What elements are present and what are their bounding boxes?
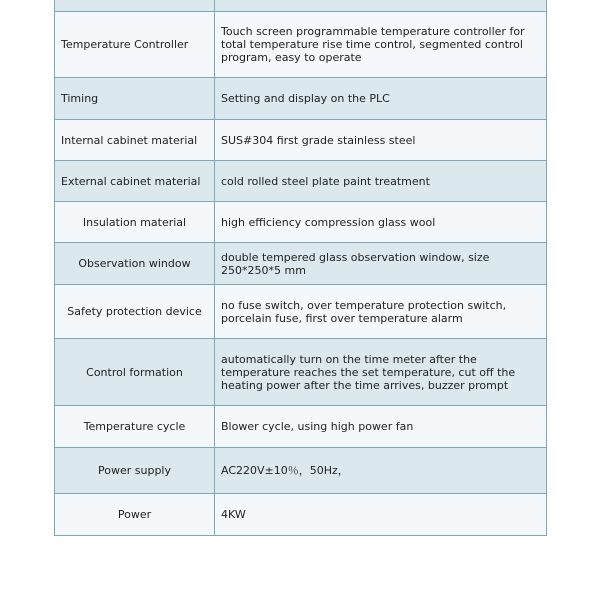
table-row-control-formation <box>55 339 547 406</box>
value-cell: high efficiency compression glass wool <box>215 202 547 243</box>
property-cell: Power supply <box>55 448 215 494</box>
specification-table <box>54 0 547 536</box>
property-cell: Safety protection device <box>55 285 215 339</box>
value-cell: no fuse switch, over temperature protection switch, porcelain fuse, first over temperature alarm <box>215 285 547 339</box>
value-cell: SUS#304 first grade stainless steel <box>215 120 547 161</box>
table-row-temperature-cycle <box>55 406 547 448</box>
property-cell: Power <box>55 494 215 536</box>
property-cell: Insulation material <box>55 202 215 243</box>
property-cell: Internal cabinet material <box>55 120 215 161</box>
value-cell <box>215 0 547 12</box>
value-cell: Setting and display on the PLC <box>215 78 547 120</box>
value-cell: automatically turn on the time meter after the temperature reaches the set temperature, cut off the heating power after the time arrives, buzzer prompt <box>215 339 547 406</box>
table-row-internal-cabinet-material <box>55 120 547 161</box>
value-cell: Touch screen programmable temperature controller for total temperature rise time control, segmented control program, easy to operate <box>215 12 547 78</box>
value-cell: 4KW <box>215 494 547 536</box>
table-row-power-supply <box>55 448 547 494</box>
value-cell: Blower cycle, using high power fan <box>215 406 547 448</box>
value-cell: AC220V±10％，50Hz， <box>215 448 547 494</box>
property-cell: External cabinet material <box>55 161 215 202</box>
table-row-timing <box>55 78 547 120</box>
property-cell: Control formation <box>55 339 215 406</box>
table-row-insulation-material <box>55 202 547 243</box>
table-row-power <box>55 494 547 536</box>
property-cell: Timing <box>55 78 215 120</box>
table-row-external-cabinet-material <box>55 161 547 202</box>
table-row-safety-protection-device <box>55 285 547 339</box>
property-cell: Observation window <box>55 243 215 285</box>
table-row-partial <box>55 0 547 12</box>
property-cell <box>55 0 215 12</box>
property-cell: Temperature cycle <box>55 406 215 448</box>
table-row-observation-window <box>55 243 547 285</box>
value-cell: double tempered glass observation window, size 250*250*5 mm <box>215 243 547 285</box>
value-cell: cold rolled steel plate paint treatment <box>215 161 547 202</box>
table-row-temperature-controller <box>55 12 547 78</box>
property-cell: Temperature Controller <box>55 12 215 78</box>
